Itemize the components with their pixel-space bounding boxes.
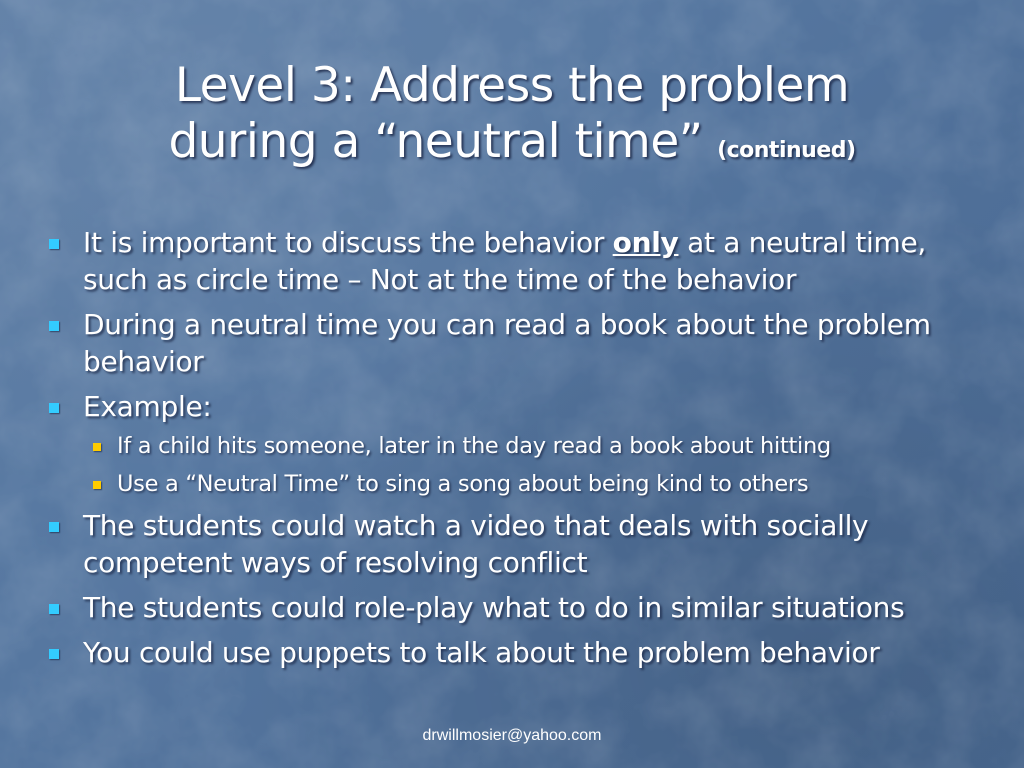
bullet-item-5 xyxy=(46,589,996,626)
bullet-text: The students could watch a video that deals with socially competent ways of resolving conflict xyxy=(83,509,869,579)
slide-title xyxy=(60,58,964,179)
footer-email: drwillmosier@yahoo.com xyxy=(422,727,602,744)
bullet-item-1 xyxy=(46,224,996,298)
bullet-item-3 xyxy=(46,388,996,425)
bullet-text: You could use puppets to talk about the problem behavior xyxy=(83,636,880,669)
bullet-text: The students could role-play what to do in similar situations xyxy=(83,591,905,624)
bullet-text: During a neutral time you can read a book about the problem behavior xyxy=(83,308,931,378)
square-bullet-icon xyxy=(49,403,59,413)
bullet-item-4 xyxy=(46,507,996,581)
example-sublist xyxy=(46,431,996,499)
title-line-2 xyxy=(60,114,964,179)
sub-bullet-item-1 xyxy=(91,431,996,461)
bullet-item-6 xyxy=(46,634,996,671)
title-line-2-text: during a “neutral time” xyxy=(168,114,703,169)
square-bullet-icon xyxy=(49,522,59,532)
bullet-text-continued: at a neutral time, such as circle time – Not at the time of the behavior xyxy=(83,226,926,296)
emphasis-only: only xyxy=(612,226,679,259)
square-sub-bullet-icon xyxy=(93,443,101,451)
title-line-1: Level 3: Address the problem xyxy=(174,58,850,113)
square-bullet-icon xyxy=(49,604,59,614)
sub-bullet-text: If a child hits someone, later in the day read a book about hitting xyxy=(117,433,831,459)
title-continued-label: (continued) xyxy=(717,138,856,163)
square-sub-bullet-icon xyxy=(93,481,101,489)
bullet-list xyxy=(46,224,996,679)
square-bullet-icon xyxy=(49,321,59,331)
square-bullet-icon xyxy=(49,239,59,249)
sub-bullet-item-2 xyxy=(91,469,996,499)
square-bullet-icon xyxy=(49,649,59,659)
bullet-text: It is important to discuss the behavior xyxy=(83,226,613,259)
bullet-text: Example: xyxy=(83,390,212,423)
sub-bullet-text: Use a “Neutral Time” to sing a song about being kind to others xyxy=(117,471,809,497)
bullet-item-2 xyxy=(46,306,996,380)
